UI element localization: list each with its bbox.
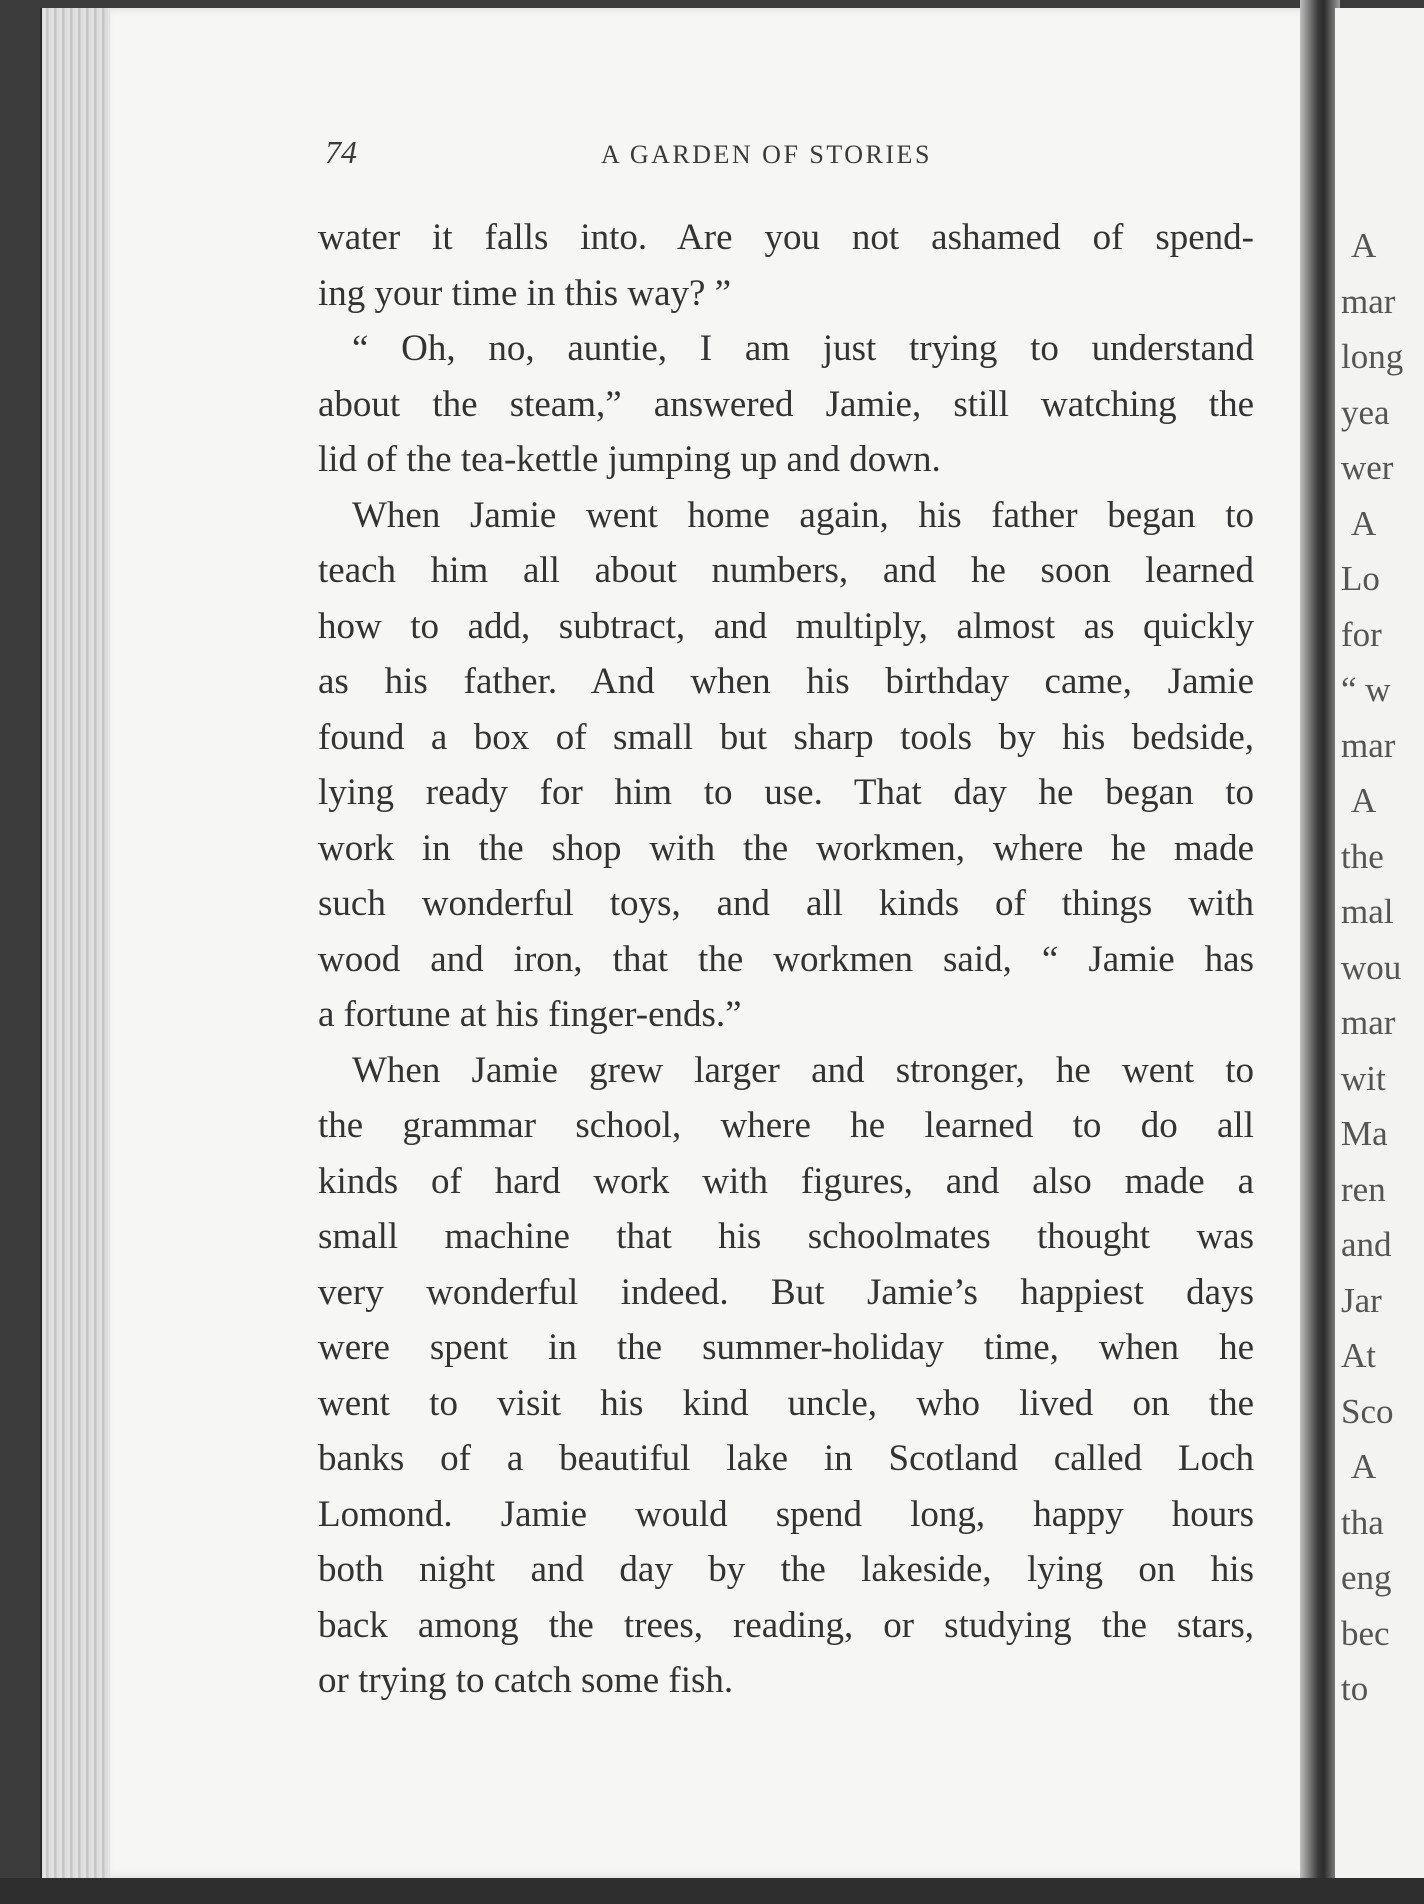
right-fragment-line: A [1351,1447,1377,1486]
text-line: lying ready for him to use. That day he began to [318,772,1254,813]
book-gutter [1300,0,1340,1904]
right-fragment-line: Ma [1341,1114,1388,1153]
right-fragment-line: wit [1341,1058,1386,1098]
right-fragment-line: A [1351,503,1377,543]
text-line: lid of the tea-kettle jumping up and down. [318,439,941,480]
running-head-title: A GARDEN OF STORIES [601,140,932,169]
text-line: found a box of small but sharp tools by his bedside, [318,716,1254,758]
text-line: about the steam,” answered Jamie, still watching the [318,383,1254,425]
text-line: When Jamie went home again, his father began to [352,494,1254,536]
right-fragment-line: Jar [1341,1280,1382,1320]
right-fragment-line: and [1341,1225,1392,1264]
right-fragment-line: long [1341,337,1404,376]
right-fragment-line: mal [1341,892,1394,931]
right-fragment-line: mar [1341,725,1396,765]
text-line: kinds of hard work with figures, and also made a [318,1160,1254,1202]
text-line: were spent in the summer-holiday time, when he [318,1327,1254,1368]
body-text [318,210,1254,1709]
right-fragment-line: tha [1341,1502,1384,1542]
text-line: a fortune at his finger-ends.” [318,994,742,1035]
right-fragment-line: wer [1341,448,1394,487]
text-line: banks of a beautiful lake in Scotland called Loch [318,1438,1254,1479]
right-fragment-line: A [1351,781,1377,820]
right-page-text-fragments [1341,218,1424,1717]
right-page [1335,8,1424,1878]
scan-bottom-shadow [0,1878,1424,1904]
text-line: the grammar school, where he learned to do all [318,1105,1254,1146]
right-fragment-line: ren [1341,1169,1386,1209]
text-line: teach him all about numbers, and he soon learned [318,550,1254,591]
right-fragment-line: “ w [1341,670,1391,709]
text-line: very wonderful indeed. But Jamie’s happiest days [318,1271,1254,1313]
text-line: “ Oh, no, auntie, I am just trying to understand [352,328,1254,369]
right-fragment-line: At [1341,1336,1376,1375]
text-line: Lomond. Jamie would spend long, happy hours [318,1493,1254,1535]
right-fragment-line: mar [1341,1003,1396,1042]
text-line: such wonderful toys, and all kinds of things with [318,883,1254,924]
right-fragment-line: A [1351,226,1377,265]
text-line: went to visit his kind uncle, who lived on the [318,1382,1254,1424]
running-head [325,134,1060,178]
text-line: work in the shop with the workmen, where he made [318,827,1254,869]
text-line: wood and iron, that the workmen said, “ Jamie has [318,938,1254,980]
text-line: both night and day by the lakeside, lying on his [318,1549,1254,1590]
text-line: ing your time in this way? ” [318,272,732,314]
right-fragment-line: mar [1341,281,1396,321]
right-fragment-line: wou [1341,947,1402,987]
right-fragment-line: eng [1341,1558,1392,1597]
right-fragment-line: yea [1341,392,1390,432]
text-line: water it falls into. Are you not ashamed of spend- [318,217,1254,258]
right-fragment-line: Lo [1341,559,1380,598]
right-fragment-line: the [1341,836,1384,876]
right-fragment-line: Sco [1341,1391,1394,1431]
right-fragment-line: to [1341,1669,1369,1708]
right-fragment-line: bec [1341,1613,1390,1653]
text-line: back among the trees, reading, or studying the stars, [318,1604,1254,1646]
text-line: When Jamie grew larger and stronger, he went to [352,1049,1254,1091]
text-line: small machine that his schoolmates thought was [318,1216,1254,1257]
text-line: as his father. And when his birthday came, Jamie [318,661,1254,702]
page-number: 74 [325,134,357,170]
right-fragment-line: for [1341,614,1382,654]
text-line: how to add, subtract, and multiply, almost as quickly [318,605,1254,647]
text-line: or trying to catch some fish. [318,1660,734,1701]
